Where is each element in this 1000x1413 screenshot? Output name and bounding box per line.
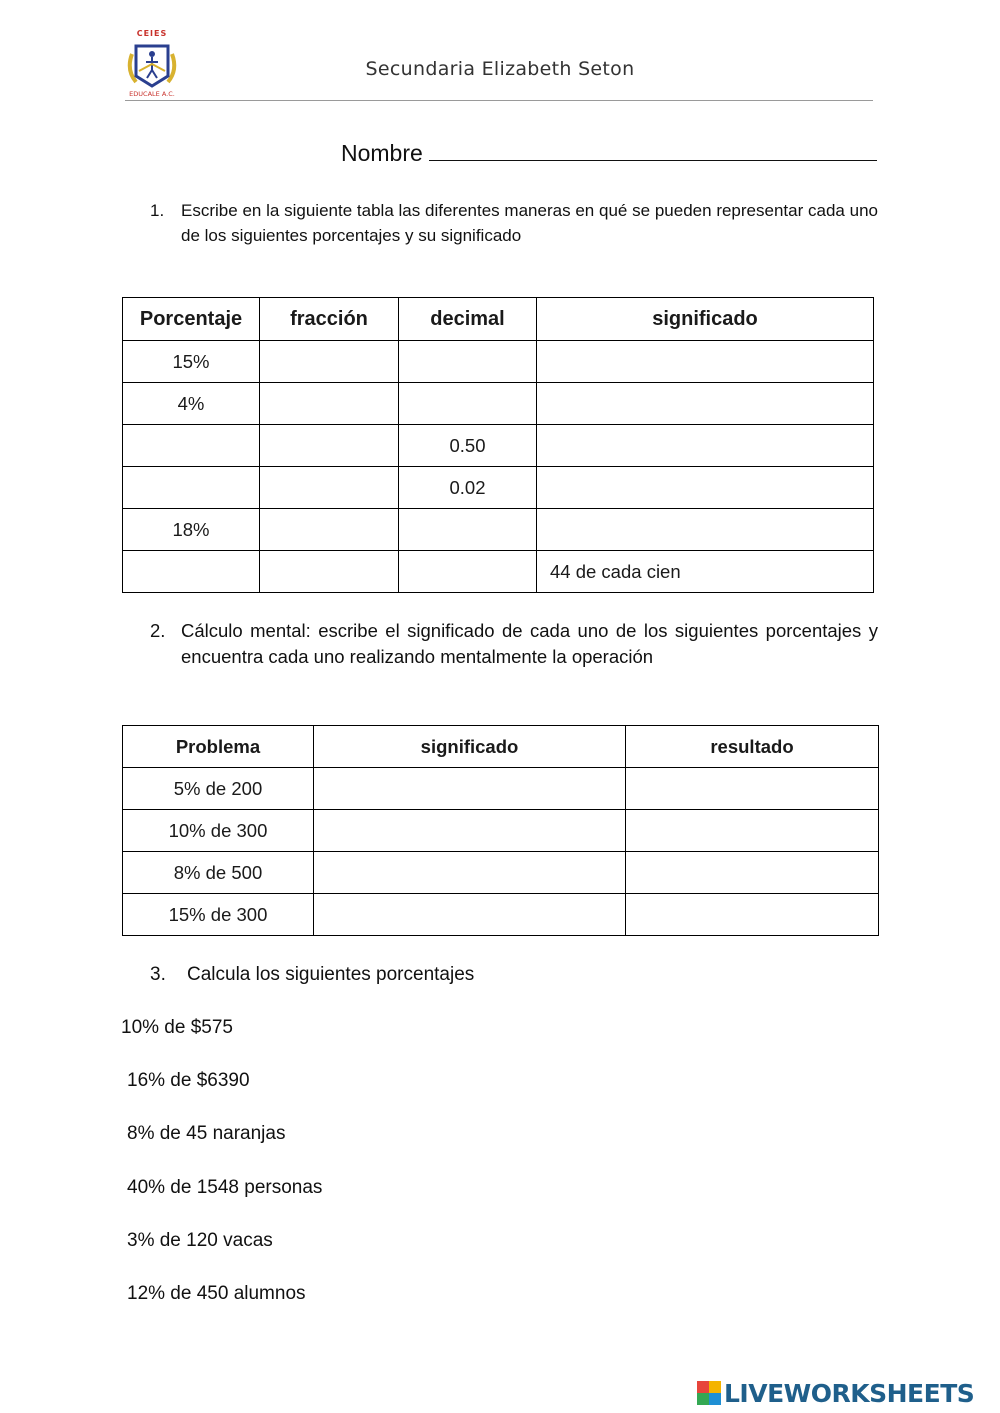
name-label: Nombre: [341, 140, 423, 166]
answer-cell[interactable]: [314, 768, 626, 810]
table-cell: 4%: [123, 383, 260, 425]
exercise-item: 40% de 1548 personas: [127, 1177, 323, 1198]
question-2: [150, 618, 878, 670]
answer-cell[interactable]: [537, 467, 874, 509]
table-cell: 0.02: [399, 467, 537, 509]
answer-cell[interactable]: [123, 551, 260, 593]
answer-cell[interactable]: [537, 383, 874, 425]
table-header-row: [123, 726, 879, 768]
table-cell: 15% de 300: [123, 894, 314, 936]
name-field: [341, 138, 877, 167]
answer-cell[interactable]: [537, 341, 874, 383]
exercise-item: 3% de 120 vacas: [127, 1230, 273, 1251]
logo-text-bottom: EDUCALE A.C.: [129, 90, 175, 98]
column-header: decimal: [399, 298, 537, 341]
question-3-text: Calcula los siguientes porcentajes: [187, 964, 475, 985]
percentage-representation-table: [122, 297, 874, 593]
table-row: [123, 425, 874, 467]
answer-cell[interactable]: [314, 852, 626, 894]
table-cell: 0.50: [399, 425, 537, 467]
answer-cell[interactable]: [314, 894, 626, 936]
exercise-item: 10% de $575: [121, 1017, 233, 1038]
table-row: [123, 810, 879, 852]
header-divider: [125, 100, 873, 101]
answer-cell[interactable]: [260, 551, 399, 593]
answer-cell[interactable]: [260, 509, 399, 551]
answer-cell[interactable]: [626, 810, 879, 852]
question-3: [150, 962, 878, 987]
answer-cell[interactable]: [399, 383, 537, 425]
school-logo: [122, 24, 182, 98]
table-row: [123, 852, 879, 894]
answer-cell[interactable]: [399, 509, 537, 551]
answer-cell[interactable]: [537, 425, 874, 467]
table-cell: 15%: [123, 341, 260, 383]
column-header: significado: [314, 726, 626, 768]
table-row: [123, 467, 874, 509]
answer-cell[interactable]: [626, 894, 879, 936]
logo-text-top: CEIES: [136, 29, 168, 38]
answer-cell[interactable]: [399, 551, 537, 593]
question-1: [150, 198, 878, 248]
answer-cell[interactable]: [399, 341, 537, 383]
answer-cell[interactable]: [123, 425, 260, 467]
question-3-number: 3.: [150, 964, 166, 985]
name-input-line[interactable]: [429, 138, 877, 161]
exercise-item: 16% de $6390: [127, 1070, 250, 1091]
table-row: [123, 509, 874, 551]
table-row: [123, 894, 879, 936]
answer-cell[interactable]: [626, 852, 879, 894]
answer-cell[interactable]: [260, 425, 399, 467]
liveworksheets-watermark: [697, 1376, 974, 1410]
table-cell: 44 de cada cien: [537, 551, 874, 593]
table-row: [123, 551, 874, 593]
liveworksheets-logo-icon: [697, 1381, 721, 1405]
table-row: [123, 341, 874, 383]
column-header: Porcentaje: [123, 298, 260, 341]
question-2-number: 2.: [150, 620, 166, 641]
table-row: [123, 383, 874, 425]
table-cell: 18%: [123, 509, 260, 551]
question-2-text: Cálculo mental: escribe el significado de cada uno de los siguientes porcentajes y encuentra cada uno realizando mentalmente la operación: [181, 620, 878, 667]
answer-cell[interactable]: [260, 383, 399, 425]
exercise-item: 12% de 450 alumnos: [127, 1283, 306, 1304]
table-cell: 10% de 300: [123, 810, 314, 852]
table-header-row: [123, 298, 874, 341]
answer-cell[interactable]: [626, 768, 879, 810]
question-1-text: Escribe en la siguiente tabla las diferentes maneras en qué se pueden representar cada uno de los siguientes porcentajes y su significado: [181, 201, 878, 245]
watermark-text: LIVEWORKSHEETS: [724, 1378, 975, 1408]
answer-cell[interactable]: [260, 467, 399, 509]
column-header: Problema: [123, 726, 314, 768]
column-header: fracción: [260, 298, 399, 341]
answer-cell[interactable]: [123, 467, 260, 509]
column-header: resultado: [626, 726, 879, 768]
question-1-number: 1.: [150, 201, 165, 220]
table-cell: 8% de 500: [123, 852, 314, 894]
answer-cell[interactable]: [314, 810, 626, 852]
column-header: significado: [537, 298, 874, 341]
mental-calculation-table: [122, 725, 879, 936]
answer-cell[interactable]: [537, 509, 874, 551]
school-name: Secundaria Elizabeth Seton: [365, 58, 635, 80]
table-cell: 5% de 200: [123, 768, 314, 810]
exercise-item: 8% de 45 naranjas: [127, 1123, 286, 1144]
school-logo-icon: [122, 24, 182, 98]
answer-cell[interactable]: [260, 341, 399, 383]
table-row: [123, 768, 879, 810]
